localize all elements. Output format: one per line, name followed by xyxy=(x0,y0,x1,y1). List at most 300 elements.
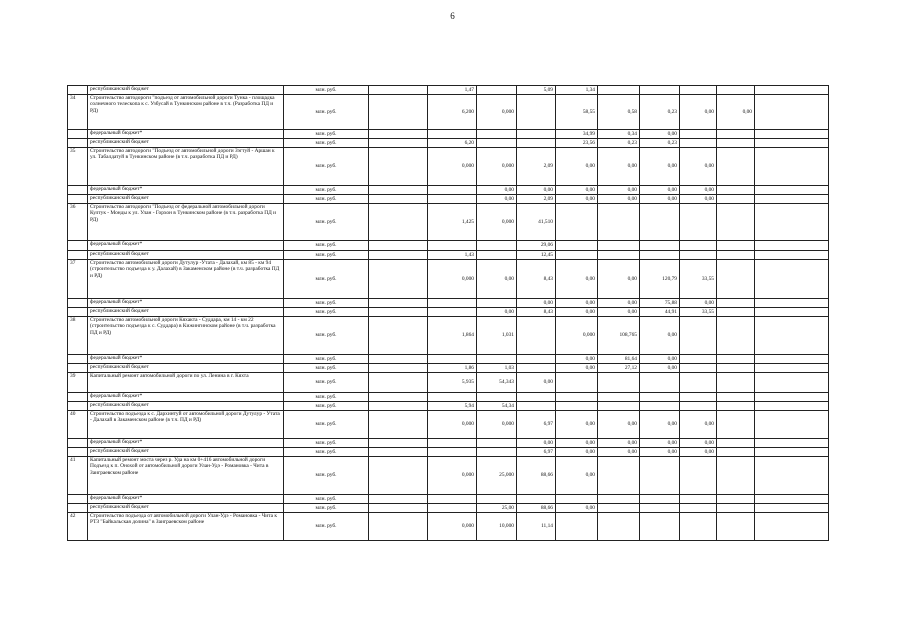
value-cell xyxy=(598,251,640,260)
value-cell xyxy=(598,393,640,402)
row-number-cell xyxy=(68,139,88,148)
value-cell xyxy=(755,251,829,260)
value-cell: 0,000 xyxy=(477,204,517,241)
table-row xyxy=(68,299,829,308)
value-cell: 0,00 xyxy=(517,186,556,195)
value-cell xyxy=(598,513,640,541)
value-cell xyxy=(477,241,517,251)
value-cell xyxy=(717,411,755,439)
value-cell xyxy=(369,139,428,148)
value-cell: 0,00 xyxy=(680,186,717,195)
value-cell: 0,23 xyxy=(640,95,680,130)
value-cell xyxy=(428,439,477,448)
value-cell xyxy=(717,186,755,195)
value-cell: 33,55 xyxy=(680,308,717,317)
value-cell: 0,00 xyxy=(556,195,598,204)
value-cell xyxy=(680,393,717,402)
unit-cell: млн. руб. xyxy=(284,504,369,513)
unit-cell: млн. руб. xyxy=(284,95,369,130)
value-cell: 1,47 xyxy=(428,86,477,95)
row-number-cell: 41 xyxy=(68,457,88,495)
value-cell: 44,91 xyxy=(640,308,680,317)
value-cell: 41,510 xyxy=(517,204,556,241)
value-cell: 0,00 xyxy=(598,308,640,317)
value-cell: 8,43 xyxy=(517,260,556,299)
value-cell: 1,03 xyxy=(477,364,517,373)
unit-cell: млн. руб. xyxy=(284,317,369,355)
value-cell xyxy=(369,364,428,373)
value-cell: 120,79 xyxy=(640,260,680,299)
value-cell xyxy=(369,130,428,139)
value-cell: 2,09 xyxy=(517,195,556,204)
unit-cell: млн. руб. xyxy=(284,195,369,204)
row-number-cell xyxy=(68,402,88,411)
value-cell xyxy=(717,130,755,139)
table-row xyxy=(68,260,829,299)
row-number-cell xyxy=(68,86,88,95)
value-cell: 0,00 xyxy=(640,448,680,457)
value-cell xyxy=(556,251,598,260)
value-cell xyxy=(755,299,829,308)
value-cell: 0,00 xyxy=(477,260,517,299)
row-number-cell xyxy=(68,439,88,448)
row-number-cell xyxy=(68,495,88,504)
value-cell xyxy=(369,317,428,355)
item-name-cell: Строительство автодороги "Подъезд от федеральной автомобильной дороги Култук - Монды к ул. Улан - Горхон в Тункинском районе (в т.ч. разработка ПД и РД) xyxy=(88,204,284,241)
value-cell xyxy=(717,495,755,504)
value-cell xyxy=(755,513,829,541)
value-cell xyxy=(640,402,680,411)
value-cell xyxy=(640,513,680,541)
value-cell xyxy=(598,373,640,393)
item-name-cell: республиканский бюджет xyxy=(88,195,284,204)
row-number-cell xyxy=(68,241,88,251)
value-cell xyxy=(477,393,517,402)
value-cell: 0,00 xyxy=(556,457,598,495)
value-cell xyxy=(717,195,755,204)
value-cell xyxy=(717,393,755,402)
table-row xyxy=(68,130,829,139)
value-cell xyxy=(680,402,717,411)
value-cell xyxy=(717,86,755,95)
table-row xyxy=(68,495,829,504)
value-cell xyxy=(477,448,517,457)
value-cell: 2,09 xyxy=(517,148,556,186)
value-cell: 0,00 xyxy=(680,95,717,130)
value-cell xyxy=(598,402,640,411)
value-cell xyxy=(717,241,755,251)
value-cell: 0,00 xyxy=(640,364,680,373)
item-name-cell: Капитальный ремонт моста через р. Уда на км 0+416 автомобильной дороги Подъезд к п. Онохой от автомобильной дороги Улан-Удэ - Романовка - Чита в Заиграевском районе xyxy=(88,457,284,495)
value-cell: 0,00 xyxy=(640,411,680,439)
value-cell: 0,34 xyxy=(598,130,640,139)
value-cell xyxy=(755,317,829,355)
value-cell: 88,66 xyxy=(517,457,556,495)
value-cell: 0,00 xyxy=(477,308,517,317)
unit-cell: млн. руб. xyxy=(284,139,369,148)
value-cell xyxy=(755,402,829,411)
value-cell xyxy=(755,504,829,513)
table-row xyxy=(68,251,829,260)
value-cell: 25,00 xyxy=(477,504,517,513)
value-cell: 0,00 xyxy=(556,355,598,364)
value-cell xyxy=(640,373,680,393)
value-cell xyxy=(556,393,598,402)
table-row xyxy=(68,504,829,513)
item-name-cell: республиканский бюджет xyxy=(88,402,284,411)
value-cell xyxy=(369,393,428,402)
unit-cell: млн. руб. xyxy=(284,393,369,402)
value-cell xyxy=(556,402,598,411)
value-cell xyxy=(517,495,556,504)
value-cell: 1,864 xyxy=(428,317,477,355)
unit-cell: млн. руб. xyxy=(284,251,369,260)
value-cell xyxy=(680,355,717,364)
value-cell: 75,88 xyxy=(640,299,680,308)
value-cell xyxy=(717,308,755,317)
value-cell xyxy=(369,495,428,504)
row-number-cell xyxy=(68,299,88,308)
value-cell xyxy=(680,251,717,260)
table-row xyxy=(68,373,829,393)
value-cell xyxy=(369,86,428,95)
value-cell xyxy=(369,299,428,308)
table-row xyxy=(68,355,829,364)
value-cell xyxy=(717,439,755,448)
value-cell: 25,000 xyxy=(477,457,517,495)
value-cell xyxy=(640,251,680,260)
item-name-cell: республиканский бюджет xyxy=(88,86,284,95)
value-cell: 0,23 xyxy=(640,139,680,148)
item-name-cell: Строительство подъезда от автомобильной дороги Улан-Удэ - Романовка - Чита к РТЗ "Байкальская долина" в Заиграевском районе xyxy=(88,513,284,541)
value-cell: 10,000 xyxy=(477,513,517,541)
value-cell: 0,000 xyxy=(428,148,477,186)
value-cell: 54,34 xyxy=(477,402,517,411)
item-name-cell: федеральный бюджет* xyxy=(88,299,284,308)
value-cell: 0,58 xyxy=(598,95,640,130)
value-cell xyxy=(477,439,517,448)
value-cell: 1,86 xyxy=(428,364,477,373)
table-row xyxy=(68,308,829,317)
value-cell xyxy=(640,393,680,402)
value-cell xyxy=(369,204,428,241)
value-cell: 0,00 xyxy=(680,411,717,439)
value-cell xyxy=(477,86,517,95)
row-number-cell: 40 xyxy=(68,411,88,439)
value-cell xyxy=(717,373,755,393)
value-cell: 0,00 xyxy=(640,130,680,139)
value-cell: 0,00 xyxy=(640,355,680,364)
value-cell xyxy=(755,355,829,364)
value-cell xyxy=(717,251,755,260)
value-cell: 0,000 xyxy=(428,513,477,541)
value-cell xyxy=(755,373,829,393)
value-cell: 6,20 xyxy=(428,139,477,148)
value-cell xyxy=(556,241,598,251)
item-name-cell: республиканский бюджет xyxy=(88,251,284,260)
value-cell: 8,43 xyxy=(517,308,556,317)
value-cell: 0,00 xyxy=(556,308,598,317)
value-cell xyxy=(755,86,829,95)
value-cell: 0,00 xyxy=(517,439,556,448)
value-cell: 0,00 xyxy=(556,186,598,195)
value-cell: 5,09 xyxy=(517,86,556,95)
value-cell xyxy=(717,355,755,364)
unit-cell: млн. руб. xyxy=(284,439,369,448)
value-cell xyxy=(717,260,755,299)
value-cell xyxy=(369,260,428,299)
value-cell: 0,000 xyxy=(428,457,477,495)
value-cell xyxy=(428,299,477,308)
value-cell xyxy=(755,411,829,439)
value-cell: 0,00 xyxy=(556,448,598,457)
unit-cell: млн. руб. xyxy=(284,411,369,439)
row-number-cell xyxy=(68,504,88,513)
value-cell: 0,00 xyxy=(717,95,755,130)
value-cell xyxy=(755,260,829,299)
item-name-cell: Строительство автомобильной дороги Дутулур -Утата - Далахай, км 85 - км 94 (строительство подъезда к у. Далахай) в Закаменском районе (в т.ч. разработка ПД и РД) xyxy=(88,260,284,299)
value-cell: 27,12 xyxy=(598,364,640,373)
value-cell xyxy=(755,393,829,402)
unit-cell: млн. руб. xyxy=(284,148,369,186)
unit-cell: млн. руб. xyxy=(284,448,369,457)
value-cell xyxy=(717,504,755,513)
value-cell: 0,23 xyxy=(598,139,640,148)
value-cell: 0,000 xyxy=(477,411,517,439)
value-cell xyxy=(428,393,477,402)
item-name-cell: Строительство автодороги "Подъезд от автомобильной дороги Зэгтуй - Аршан к ул. Табалдатуй в Тункинском районе (в т.ч. разработка ПД и РД) xyxy=(88,148,284,186)
value-cell: 0,00 xyxy=(556,504,598,513)
value-cell: 0,00 xyxy=(556,260,598,299)
value-cell xyxy=(369,308,428,317)
value-cell: 0,00 xyxy=(477,186,517,195)
value-cell: 12,45 xyxy=(517,251,556,260)
item-name-cell: республиканский бюджет xyxy=(88,139,284,148)
value-cell xyxy=(369,402,428,411)
value-cell xyxy=(369,457,428,495)
value-cell xyxy=(598,241,640,251)
item-name-cell: федеральный бюджет* xyxy=(88,241,284,251)
table-row xyxy=(68,393,829,402)
value-cell: 0,000 xyxy=(428,260,477,299)
value-cell xyxy=(428,241,477,251)
value-cell: 81,64 xyxy=(598,355,640,364)
value-cell: 0,00 xyxy=(556,148,598,186)
table-row xyxy=(68,448,829,457)
value-cell: 29,06 xyxy=(517,241,556,251)
value-cell xyxy=(680,373,717,393)
value-cell xyxy=(598,204,640,241)
value-cell xyxy=(680,495,717,504)
value-cell xyxy=(680,504,717,513)
value-cell xyxy=(598,86,640,95)
value-cell xyxy=(755,95,829,130)
value-cell xyxy=(717,513,755,541)
row-number-cell xyxy=(68,393,88,402)
value-cell xyxy=(517,139,556,148)
value-cell: 0,00 xyxy=(680,439,717,448)
value-cell xyxy=(680,317,717,355)
value-cell xyxy=(755,148,829,186)
unit-cell: млн. руб. xyxy=(284,495,369,504)
unit-cell: млн. руб. xyxy=(284,308,369,317)
value-cell: 6,200 xyxy=(428,95,477,130)
row-number-cell xyxy=(68,251,88,260)
value-cell xyxy=(369,95,428,130)
table-row xyxy=(68,457,829,495)
value-cell: 0,00 xyxy=(598,448,640,457)
value-cell xyxy=(717,204,755,241)
value-cell xyxy=(755,241,829,251)
value-cell: 1,031 xyxy=(477,317,517,355)
value-cell xyxy=(369,513,428,541)
item-name-cell: федеральный бюджет* xyxy=(88,355,284,364)
item-name-cell: республиканский бюджет xyxy=(88,448,284,457)
value-cell xyxy=(428,195,477,204)
unit-cell: млн. руб. xyxy=(284,260,369,299)
value-cell xyxy=(556,495,598,504)
unit-cell: млн. руб. xyxy=(284,457,369,495)
unit-cell: млн. руб. xyxy=(284,373,369,393)
table-row xyxy=(68,439,829,448)
value-cell: 34,99 xyxy=(556,130,598,139)
unit-cell: млн. руб. xyxy=(284,299,369,308)
value-cell xyxy=(428,186,477,195)
value-cell: 0,00 xyxy=(598,411,640,439)
row-number-cell: 34 xyxy=(68,95,88,130)
value-cell: 0,00 xyxy=(598,195,640,204)
item-name-cell: республиканский бюджет xyxy=(88,308,284,317)
value-cell xyxy=(477,251,517,260)
value-cell xyxy=(477,299,517,308)
value-cell xyxy=(640,495,680,504)
value-cell: 0,00 xyxy=(556,411,598,439)
value-cell: 0,000 xyxy=(556,317,598,355)
item-name-cell: республиканский бюджет xyxy=(88,504,284,513)
table-row xyxy=(68,364,829,373)
value-cell: 0,00 xyxy=(598,148,640,186)
value-cell xyxy=(755,439,829,448)
row-number-cell: 37 xyxy=(68,260,88,299)
row-number-cell xyxy=(68,186,88,195)
table-row xyxy=(68,139,829,148)
value-cell xyxy=(369,504,428,513)
value-cell xyxy=(755,195,829,204)
value-cell xyxy=(717,364,755,373)
item-name-cell: Капитальный ремонт автомобильной дороги по ул. Ленина в г. Кяхта xyxy=(88,373,284,393)
row-number-cell: 39 xyxy=(68,373,88,393)
value-cell: 0,00 xyxy=(598,186,640,195)
value-cell xyxy=(755,204,829,241)
table-row xyxy=(68,411,829,439)
value-cell xyxy=(680,130,717,139)
unit-cell: млн. руб. xyxy=(284,241,369,251)
item-name-cell: федеральный бюджет* xyxy=(88,393,284,402)
table-row xyxy=(68,204,829,241)
value-cell xyxy=(755,308,829,317)
value-cell xyxy=(755,457,829,495)
row-number-cell: 42 xyxy=(68,513,88,541)
value-cell xyxy=(680,139,717,148)
value-cell xyxy=(369,148,428,186)
value-cell: 1,425 xyxy=(428,204,477,241)
page-number: 6 xyxy=(450,11,455,21)
item-name-cell: республиканский бюджет xyxy=(88,364,284,373)
value-cell xyxy=(556,513,598,541)
value-cell: 0,00 xyxy=(680,448,717,457)
value-cell xyxy=(477,355,517,364)
table-row xyxy=(68,195,829,204)
unit-cell: млн. руб. xyxy=(284,355,369,364)
value-cell xyxy=(477,139,517,148)
value-cell xyxy=(717,317,755,355)
value-cell xyxy=(428,130,477,139)
table-row xyxy=(68,317,829,355)
value-cell: 0,00 xyxy=(640,317,680,355)
value-cell xyxy=(598,457,640,495)
item-name-cell: Строительство автодороги "подъезд от автомобильной дороги Тунка - площадка солнечного телескопа к с. Узбусай в Тункинском районе в т.ч. (Разработка ПД и РД) xyxy=(88,95,284,130)
unit-cell: млн. руб. xyxy=(284,513,369,541)
value-cell xyxy=(428,308,477,317)
value-cell: 6,97 xyxy=(517,448,556,457)
row-number-cell xyxy=(68,448,88,457)
value-cell xyxy=(369,373,428,393)
value-cell: 23,56 xyxy=(556,139,598,148)
value-cell xyxy=(428,495,477,504)
value-cell xyxy=(517,364,556,373)
value-cell xyxy=(598,495,640,504)
value-cell: 0,00 xyxy=(477,195,517,204)
value-cell xyxy=(428,355,477,364)
value-cell xyxy=(680,457,717,495)
table-row xyxy=(68,402,829,411)
row-number-cell xyxy=(68,364,88,373)
value-cell xyxy=(680,204,717,241)
table-row xyxy=(68,148,829,186)
value-cell xyxy=(717,139,755,148)
value-cell: 0,00 xyxy=(680,195,717,204)
value-cell: 0,00 xyxy=(640,186,680,195)
value-cell xyxy=(755,448,829,457)
value-cell xyxy=(755,495,829,504)
value-cell: 0,00 xyxy=(556,364,598,373)
value-cell: 0,00 xyxy=(640,195,680,204)
value-cell: 1,43 xyxy=(428,251,477,260)
value-cell: 0,00 xyxy=(556,439,598,448)
value-cell xyxy=(369,439,428,448)
value-cell xyxy=(556,373,598,393)
value-cell xyxy=(680,513,717,541)
row-number-cell: 36 xyxy=(68,204,88,241)
unit-cell: млн. руб. xyxy=(284,402,369,411)
item-name-cell: федеральный бюджет* xyxy=(88,186,284,195)
value-cell: 0,000 xyxy=(428,411,477,439)
value-cell: 58,55 xyxy=(556,95,598,130)
value-cell xyxy=(755,139,829,148)
value-cell xyxy=(680,86,717,95)
value-cell: 0,000 xyxy=(477,148,517,186)
value-cell: 33,55 xyxy=(680,260,717,299)
value-cell xyxy=(369,241,428,251)
value-cell: 0,00 xyxy=(598,299,640,308)
budget-table xyxy=(67,85,829,541)
row-number-cell xyxy=(68,195,88,204)
item-name-cell: федеральный бюджет* xyxy=(88,495,284,504)
value-cell xyxy=(717,457,755,495)
unit-cell: млн. руб. xyxy=(284,204,369,241)
value-cell xyxy=(477,495,517,504)
value-cell: 88,66 xyxy=(517,504,556,513)
